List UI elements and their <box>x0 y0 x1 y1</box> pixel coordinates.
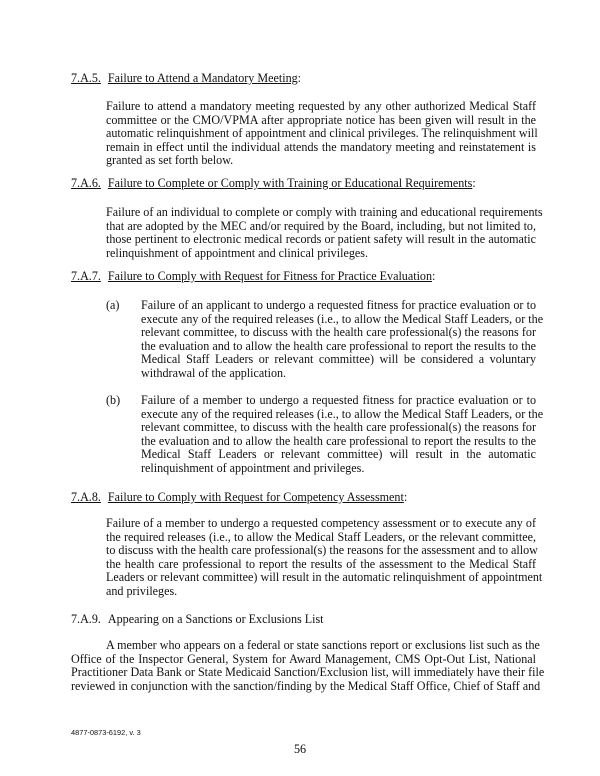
text-line: Failure of a member to undergo a requested competency assessment or to execute any of <box>106 516 536 530</box>
section-heading-7a7: 7.A.7. Failure to Comply with Request for Fitness for Practice Evaluation: <box>71 269 436 283</box>
section-number: 7.A.7. <box>71 269 101 283</box>
text-line: the health care professional to report the results of the assessment to the Medical Staff <box>106 556 536 571</box>
text-line: Failure of a member to undergo a requested fitness for practice evaluation or to <box>141 393 536 407</box>
text-line: relevant committee, to discuss with the health care professional(s) the reasons for <box>141 420 536 434</box>
section-title: Failure to Complete or Comply with Training or Educational Requirements <box>107 176 473 190</box>
section-title: Failure to Attend a Mandatory Meeting <box>107 71 298 85</box>
section-number: 7.A.5. <box>71 71 101 85</box>
text-line: Leaders or relevant committee) will result in the automatic relinquishment of appointment <box>106 570 543 584</box>
list-marker-b: (b) <box>106 393 121 407</box>
text-line: the required releases (i.e., to allow the Medical Staff Leaders, or the relevant committee, <box>106 529 536 544</box>
section-body-7a6 <box>106 205 543 260</box>
section-heading-7a6: 7.A.6. Failure to Complete or Comply with Training or Educational Requirements: <box>71 176 476 190</box>
text-line: those pertinent to electronic medical records or patient safety will result in the automatic <box>106 232 536 246</box>
section-number: 7.A.9. <box>71 612 101 626</box>
section-number: 7.A.6. <box>71 176 101 190</box>
text-line: Medical Staff Leaders or relevant committee) will be considered a voluntary <box>141 352 536 366</box>
text-line: Medical Staff Leaders or relevant committee) will result in the automatic <box>141 447 536 461</box>
section-title: Failure to Comply with Request for Fitness for Practice Evaluation <box>107 269 433 283</box>
section-heading-7a5: 7.A.5. Failure to Attend a Mandatory Meeting: <box>71 71 302 85</box>
list-item-a <box>141 298 544 380</box>
section-body-7a9 <box>71 638 545 693</box>
text-line: execute any of the required releases (i.e., to allow the Medical Staff Leaders, or the <box>141 406 544 421</box>
section-heading-7a8: 7.A.8. Failure to Comply with Request for Competency Assessment: <box>71 490 408 504</box>
text-line: Failure to attend a mandatory meeting requested by any other authorized Medical Staff <box>106 99 536 113</box>
section-heading-7a9 <box>71 612 324 626</box>
section-number: 7.A.8. <box>71 490 101 504</box>
text-line: relinquishment of appointment and clinical privileges. <box>106 245 368 260</box>
text-line: Office of the Inspector General, System for Award Management, CMS Opt-Out List, National <box>71 651 536 666</box>
text-line: relinquishment of appointment and privileges. <box>141 460 365 475</box>
page-number: 56 <box>293 742 307 756</box>
text-line: committee or the CMO/VPMA after appropriate notice has been given will result in the <box>106 112 536 127</box>
text-line: remain in effect until the individual attends the mandatory meeting and reinstatement is <box>106 139 536 154</box>
section-body-7a5 <box>106 100 536 168</box>
text-line: and privileges. <box>106 583 178 598</box>
text-line: that are adopted by the MEC and/or required by the Board, including, but not limited to, <box>106 218 536 233</box>
text-line: Failure of an applicant to undergo a requested fitness for practice evaluation or to <box>141 298 536 312</box>
section-title: Appearing on a Sanctions or Exclusions List <box>107 612 324 626</box>
text-line: automatic relinquishment of appointment and clinical privileges. The relinquishment will <box>106 126 538 140</box>
text-line: execute any of the required releases (i.e., to allow the Medical Staff Leaders, or the <box>141 311 544 326</box>
text-line: Failure of an individual to complete or comply with training and educational requirements <box>106 205 543 219</box>
document-id: 4877-0873-6192, v. 3 <box>71 728 141 737</box>
section-body-7a8 <box>106 516 543 598</box>
text-line: the evaluation and to allow the health care professional to report the results to the <box>141 338 536 353</box>
list-marker-a: (a) <box>106 298 120 312</box>
text-line: reviewed in conjunction with the sanction/finding by the Medical Staff Office, Chief of Staff and <box>71 678 541 693</box>
text-line: relevant committee, to discuss with the health care professional(s) the reasons for <box>141 325 536 339</box>
text-line: withdrawal of the application. <box>141 365 287 380</box>
text-line: Practitioner Data Bank or State Medicaid Sanction/Exclusion list, will immediately have their file <box>71 665 545 679</box>
section-title: Failure to Comply with Request for Competency Assessment <box>107 490 404 504</box>
list-item-b <box>141 393 544 475</box>
text-line: the evaluation and to allow the health care professional to report the results to the <box>141 433 536 448</box>
text-line: A member who appears on a federal or state sanctions report or exclusions list such as the <box>106 638 540 652</box>
text-line: granted as set forth below. <box>106 153 234 167</box>
text-line: to discuss with the health care professional(s) the reasons for the assessment and to allow <box>106 543 538 557</box>
